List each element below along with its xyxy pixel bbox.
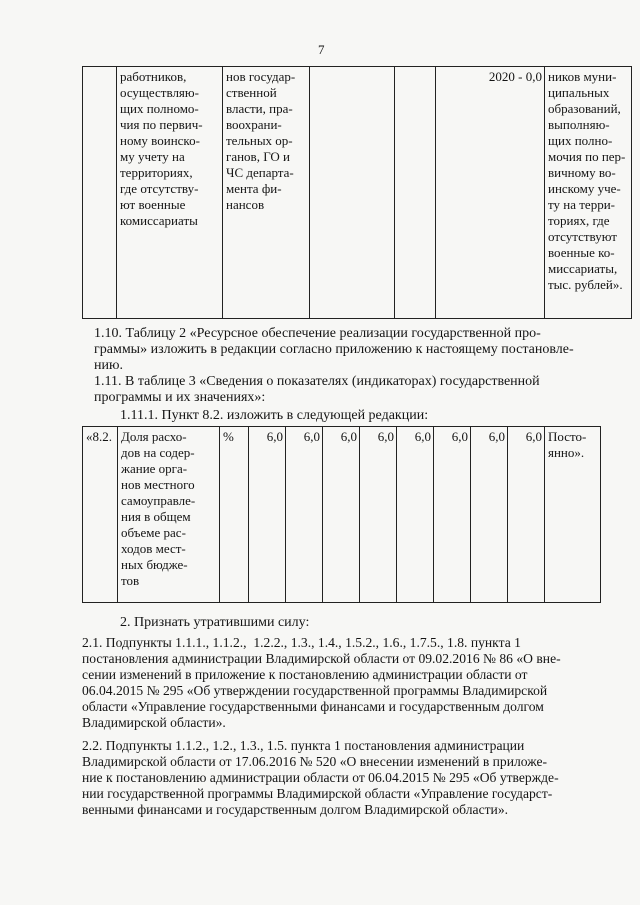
paragraph-2-1: 2.1. Подпункты 1.1.1., 1.1.2., 1.2.2., 1.3., 1.4., 1.5.2., 1.6., 1.7.5., 1.8. пункта 1 постановления администрации Владимирской области от 09.02.2016 № 86 «О вне- сении изменений в приложение к постановлению администрации области от 06.04.2015 № 295 «Об утверждении государственной программы Владимирской области «Управление государственными финансами и государственным долгом Владимирской области». bbox=[82, 635, 561, 730]
table2-value: 6,0 bbox=[434, 427, 471, 603]
table2-number: «8.2. bbox=[83, 427, 118, 603]
table1-cell-5 bbox=[395, 67, 436, 319]
table2-unit: % bbox=[220, 427, 249, 603]
paragraph-2-2: 2.2. Подпункты 1.1.2., 1.2., 1.3., 1.5. пункта 1 постановления администрации Владимирской области от 17.06.2016 № 520 «О внесении изменений в приложе- ние к постановлению администрации области от 06.04.2015 № 295 «Об утвержде- нии государственной программы Владимирской области «Управление государст- венными финансами и государственным долгом Владимирской области». bbox=[82, 738, 559, 817]
table2-indicator-name: Доля расхо- дов на содер- жание орга- нов местного самоуправле- ния в общем объеме рас- ходов мест- ных бюдже- тов bbox=[118, 427, 220, 603]
table1-cell-2: работников, осуществляю- щих полномо- чия по первич- ному воинско- му учету на территориях, где отсутству- ют военные комиссариаты bbox=[117, 67, 223, 319]
program-table-fragment bbox=[82, 66, 632, 319]
page-number: 7 bbox=[318, 42, 325, 57]
table1-cell-7: ников муни- ципальных образований, выполняю- щих полно- мочия по пер- вичному во- инскому уче- ту на терри- ториях, где отсутствуют военные ко- миссариаты, тыс. рублей». bbox=[545, 67, 632, 319]
table2-value: 6,0 bbox=[323, 427, 360, 603]
table2-value: 6,0 bbox=[508, 427, 545, 603]
paragraph-1-11: 1.11. В таблице 3 «Сведения о показателях (индикаторах) государственной программы и их значениях»: bbox=[94, 374, 540, 405]
table2-value: 6,0 bbox=[360, 427, 397, 603]
table1-cell-3: нов государ- ственной власти, пра- воохрани- тельных ор- ганов, ГО и ЧС департа- мента фи- нансов bbox=[223, 67, 310, 319]
paragraph-1-10: 1.10. Таблицу 2 «Ресурсное обеспечение реализации государственной про- граммы» изложить в редакции согласно приложению к настоящему постановле- нию. bbox=[94, 326, 574, 373]
table2-note: Посто- янно». bbox=[545, 427, 601, 603]
table2-value: 6,0 bbox=[397, 427, 434, 603]
table2-value: 6,0 bbox=[249, 427, 286, 603]
paragraph-2: 2. Признать утратившими силу: bbox=[120, 615, 310, 630]
indicator-table-row bbox=[82, 426, 601, 603]
table2-value: 6,0 bbox=[286, 427, 323, 603]
table2-value: 6,0 bbox=[471, 427, 508, 603]
table1-cell-6: 2020 - 0,0 bbox=[436, 67, 545, 319]
table1-cell-1 bbox=[83, 67, 117, 319]
table1-cell-4 bbox=[310, 67, 395, 319]
paragraph-1-11-1: 1.11.1. Пункт 8.2. изложить в следующей редакции: bbox=[120, 408, 429, 423]
